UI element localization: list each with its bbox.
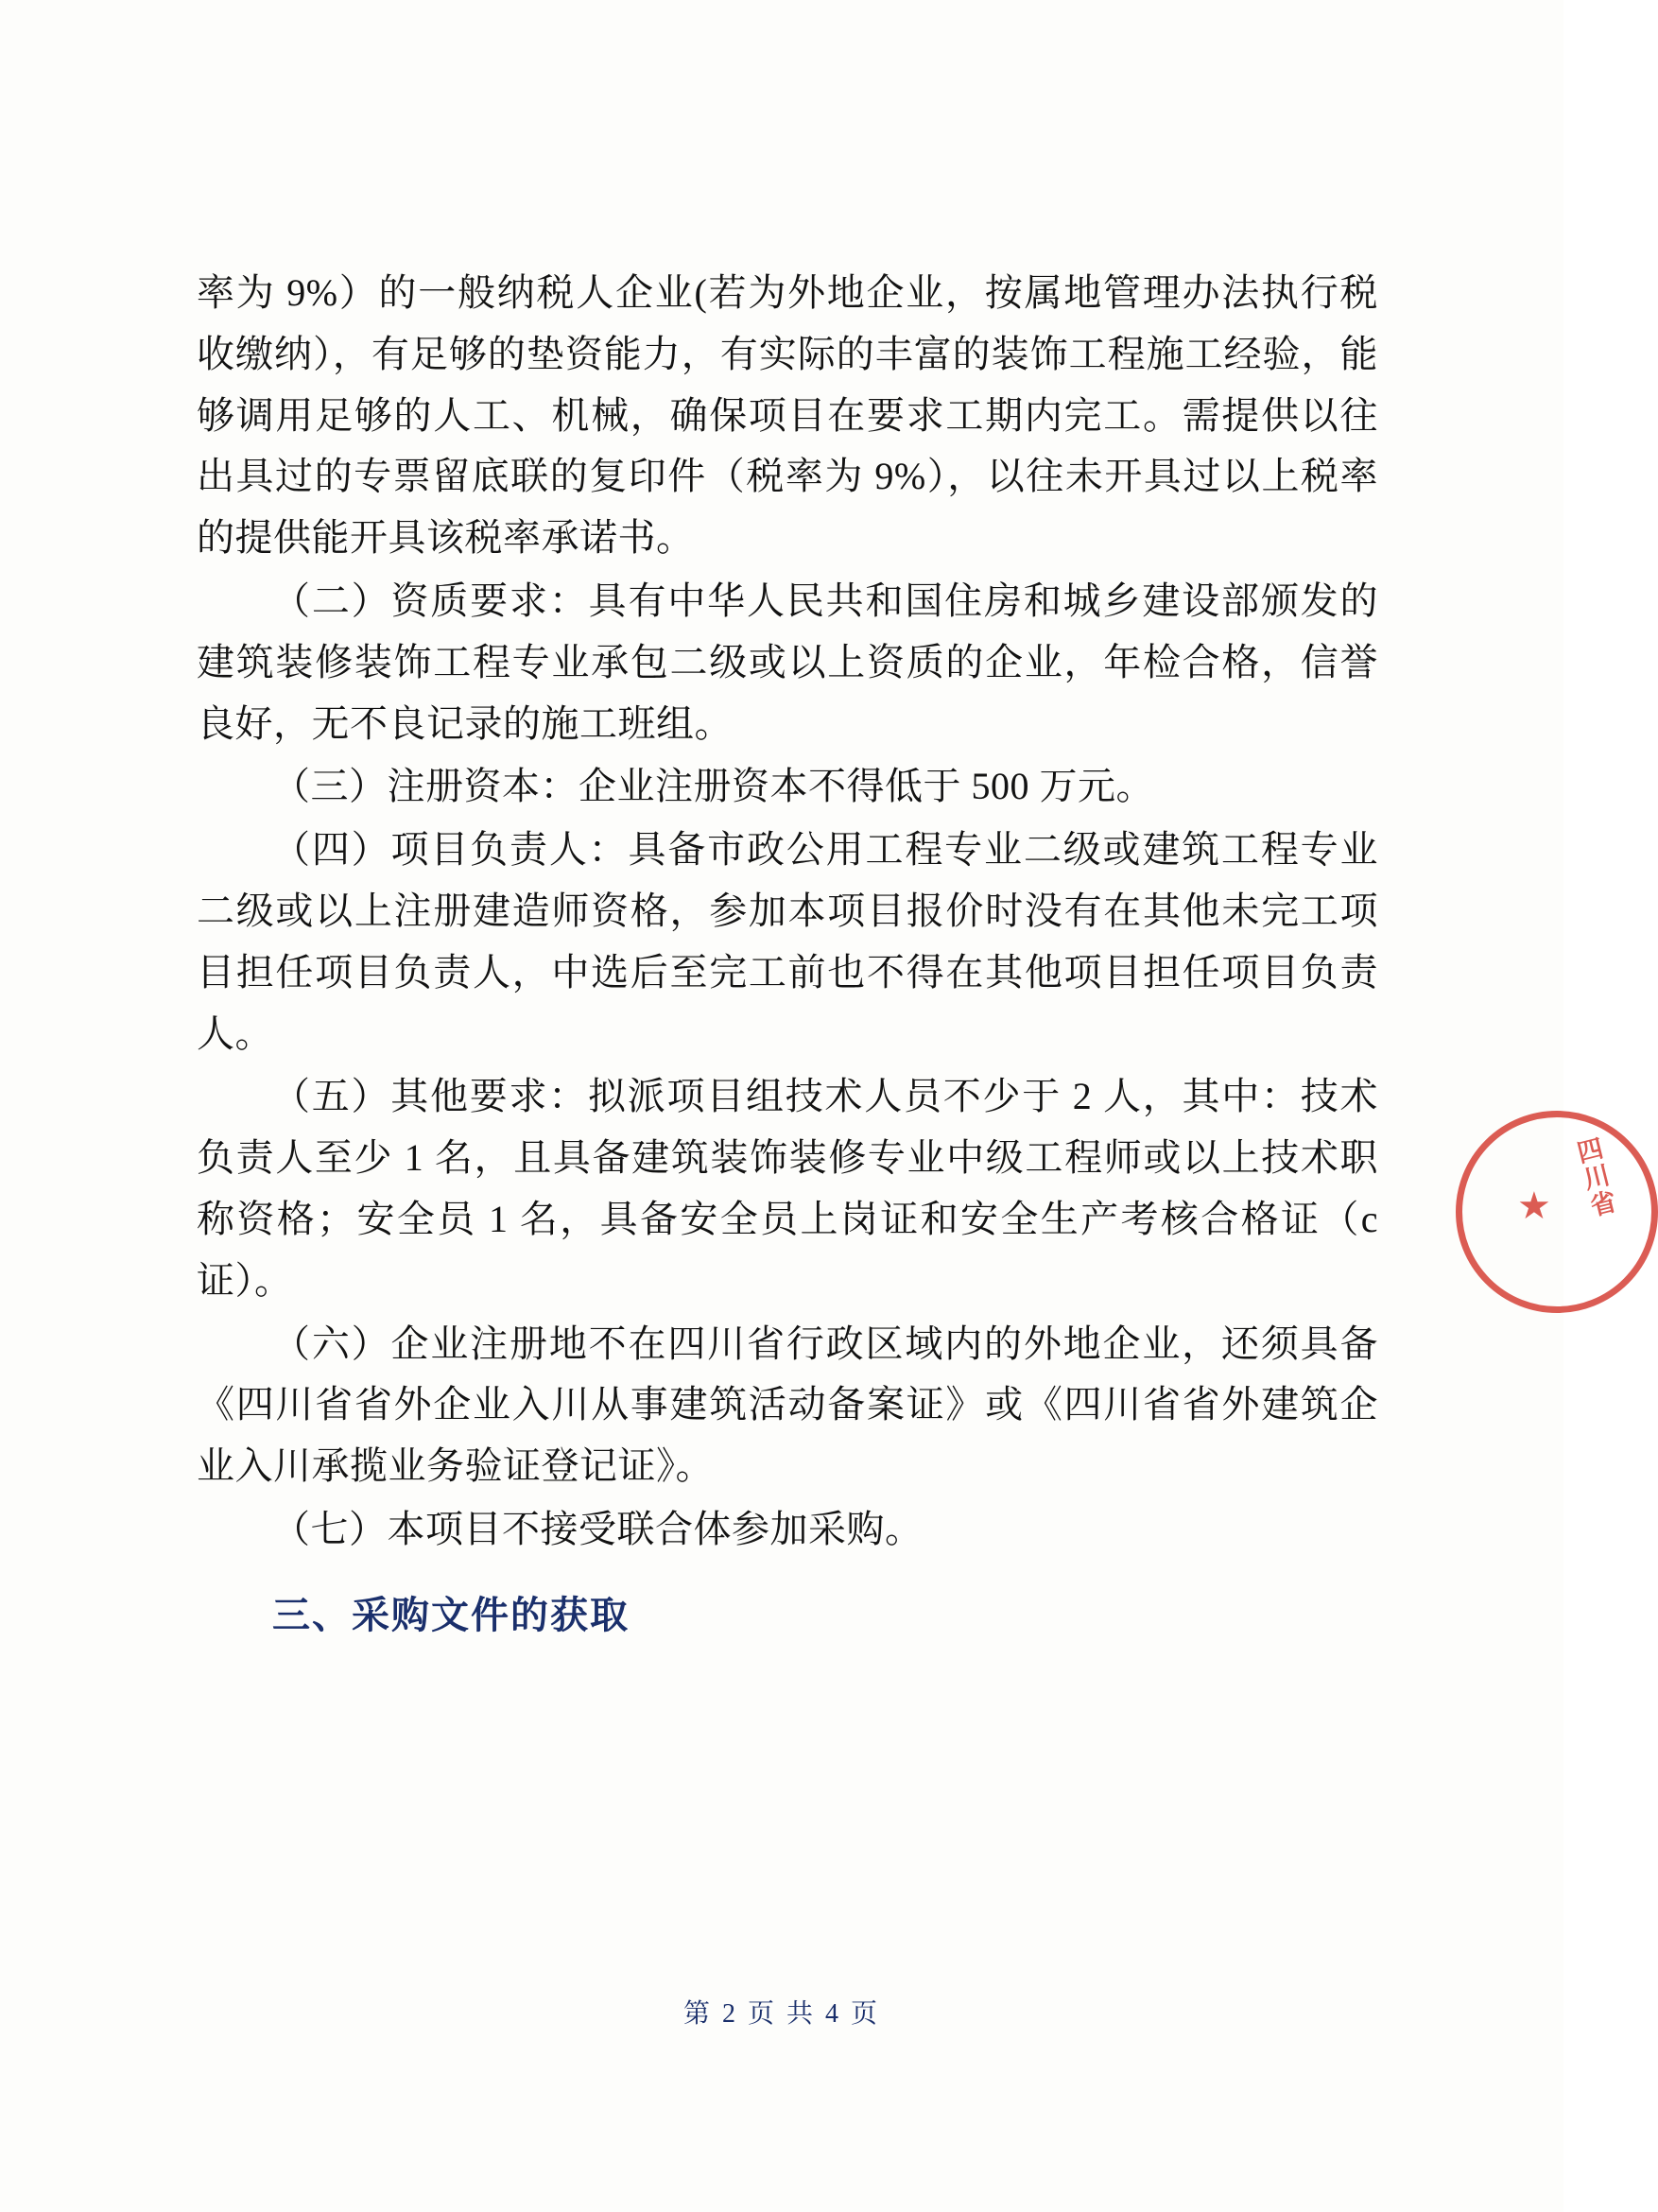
document-body (197, 263, 1378, 1685)
section-heading-procurement-documents: 三、采购文件的获取 (272, 1593, 630, 1637)
paragraph-qualification: （二）资质要求：具有中华人民共和国住房和城乡建设部颁发的建筑装修装饰工程专业承包二级或以上资质的企业，年检合格，信誉良好，无不良记录的施工班组。 (197, 579, 1378, 745)
seal-star-icon: ★ (1517, 1184, 1551, 1227)
paragraph-project-leader: （四）项目负责人：具备市政公用工程专业二级或建筑工程专业二级或以上注册建造师资格，参加本项目报价时没有在其他未完工项目担任项目负责人，中选后至完工前也不得在其他项目担任项目负责人。 (197, 828, 1378, 1055)
official-seal-stamp (1456, 1111, 1658, 1313)
page-footer: 第 2 页 共 4 页 (682, 1999, 880, 2029)
paragraph-no-consortium: （七）本项目不接受联合体参加采购。 (272, 1507, 924, 1550)
paragraph-registered-capital: （三）注册资本：企业注册资本不得低于 500 万元。 (272, 765, 1154, 808)
paragraph-out-of-province: （六）企业注册地不在四川省行政区域内的外地企业，还须具备《四川省省外企业入川从事建筑活动备案证》或《四川省省外建筑企业入川承揽业务验证登记证》。 (197, 1322, 1378, 1488)
paragraph-other-requirements: （五）其他要求：拟派项目组技术人员不少于 2 人，其中：技术负责人至少 1 名，且具备建筑装饰装修专业中级工程师或以上技术职称资格；安全员 1 名，具备安全员上岗证和安全生产考核合格证（c 证）。 (197, 1075, 1378, 1302)
seal-text: 四川省 (1569, 1134, 1618, 1222)
paragraph-continued-taxpayer: 率为 9%）的一般纳税人企业(若为外地企业，按属地管理办法执行税收缴纳），有足够的垫资能力，有实际的丰富的装饰工程施工经验，能够调用足够的人工、机械，确保项目在要求工期内完工。需提供以往出具过的专票留底联的复印件（税率为 9%），以往未开具过以上税率的提供能开具该税率承诺书。 (197, 271, 1378, 560)
